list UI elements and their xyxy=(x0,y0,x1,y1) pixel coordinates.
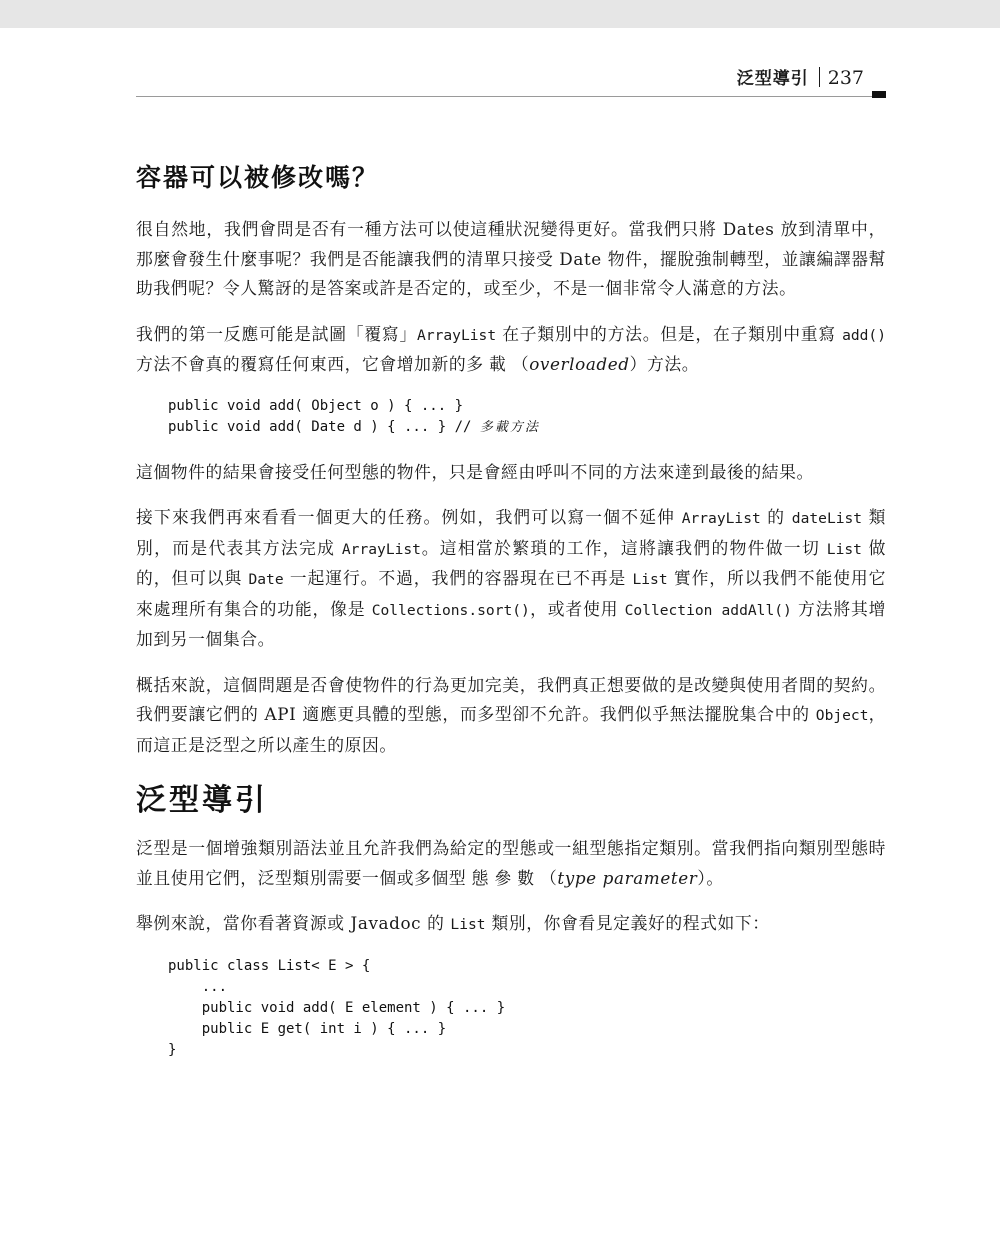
paragraph-text: 一起運行。不過，我們的容器現在已不再是 xyxy=(283,568,633,588)
paragraph-text: ，或者使用 xyxy=(529,598,625,619)
inline-code: ArrayList xyxy=(417,326,497,344)
paragraph-text: 在子類別中的方法。但是，在子類別中重寫 xyxy=(496,323,843,344)
inline-code: List xyxy=(632,571,668,588)
body-paragraph xyxy=(136,834,886,893)
code-line: ... xyxy=(168,978,228,995)
paragraph-text: （ xyxy=(511,354,530,374)
code-line: } xyxy=(168,1041,177,1058)
paragraph-text: 方法將其增加到另一個集合。 xyxy=(136,598,887,649)
paragraph-text: 概括來說，這個問題是否會使物件的行為更加完美，我們真正想要做的是改變與使用者間的契約。我們要讓它們的 API 適應更具體的型態，而多型卻不允許。我們似乎無法擺脫集合中的 xyxy=(136,674,886,724)
emphasized-term: 多載 xyxy=(466,354,512,374)
inline-code: List xyxy=(450,916,486,933)
body-paragraph xyxy=(136,909,886,940)
paragraph-text: ）方法。 xyxy=(629,354,700,374)
english-term: overloaded xyxy=(529,354,630,374)
running-header-text xyxy=(737,66,864,91)
inline-code: ArrayList xyxy=(341,540,421,558)
paragraph-text: 很自然地，我們會問是否有一種方法可以使這種狀況變得更好。當我們只將 Dates 放到清單中，那麼會發生什麼事呢？我們是否能讓我們的清單只接受 Date 物件，擺脫強制轉型，並讓編譯器幫助我們呢？令人驚訝的是答案或許是否定的，或至少，不是一個非常令人滿意的方法。 xyxy=(136,219,886,298)
code-comment: 多載方法 xyxy=(479,419,540,435)
code-line: public void add( E element ) { ... } xyxy=(168,999,506,1016)
body-paragraph xyxy=(136,320,886,380)
body-paragraph xyxy=(136,458,886,488)
paragraph-text: 的 xyxy=(760,507,792,527)
paragraph-text: ）。 xyxy=(697,867,724,888)
code-block xyxy=(168,956,886,1061)
body-paragraph xyxy=(136,215,886,304)
paragraph-text: ，而這正是泛型之所以產生的原因。 xyxy=(136,704,886,755)
paragraph-text: 這個物件的結果會接受任何型態的物件，只是會經由呼叫不同的方法來達到最後的結果。 xyxy=(136,461,814,482)
code-block xyxy=(168,396,886,438)
paragraph-text: （ xyxy=(540,867,558,888)
english-term: type parameter xyxy=(557,867,698,888)
inline-code: dateList xyxy=(791,510,863,527)
code-text: public void add( Date d ) { ... } // xyxy=(168,418,480,435)
paragraph-text: 實作，所以我們不能使用它來處理所有集合的功能，像是 xyxy=(136,568,886,619)
code-line: public class List< E > { xyxy=(168,957,371,974)
paragraph-text: 類別，而是代表其方法完成 xyxy=(136,507,887,558)
code-line: public void add( Object o ) { ... } xyxy=(168,397,464,414)
page-edge-marker xyxy=(872,91,886,98)
inline-code: add() xyxy=(842,326,886,344)
code-line: public E get( int i ) { ... } xyxy=(168,1020,447,1037)
section-heading: 泛型導引 xyxy=(136,783,268,818)
paragraph-text: 類別，你會看見定義好的程式如下： xyxy=(485,913,770,933)
paragraph-text: 泛型是一個增強類別語法並且允許我們為給定的型態或一組型態指定類別。當我們指向類別型態時並且使用它們，泛型類別需要一個或多個 xyxy=(136,838,886,888)
emphasized-term: 型態參數 xyxy=(448,867,541,888)
paragraph-text: 做的，但可以與 xyxy=(136,537,886,588)
inline-code: List xyxy=(826,540,862,558)
paragraph-text: 。這相當於繁瑣的工作，這將讓我們的物件做一切 xyxy=(420,537,827,558)
paragraph-text: 方法不會真的覆寫任何東西，它會增加新的 xyxy=(136,354,467,374)
header-separator xyxy=(819,67,820,87)
code-line xyxy=(168,417,886,438)
paragraph-text: 我們的第一反應可能是試圖「覆寫」 xyxy=(136,323,418,344)
chapter-title: 泛型導引 xyxy=(736,69,809,89)
body-paragraph xyxy=(136,671,886,761)
paragraph-text: 舉例來說，當你看著資源或 Javadoc 的 xyxy=(136,913,451,933)
paragraph-text: 接下來我們再來看看一個更大的任務。例如，我們可以寫一個不延伸 xyxy=(136,507,682,527)
inline-code: ArrayList xyxy=(681,510,761,527)
page-number: 237 xyxy=(827,67,864,89)
inline-code: Collection addAll() xyxy=(624,601,792,619)
inline-code: Date xyxy=(248,571,284,588)
inline-code: Collections.sort() xyxy=(371,601,530,619)
page-body xyxy=(136,150,886,1081)
section-heading: 容器可以被修改嗎？ xyxy=(136,163,380,192)
inline-code: Object xyxy=(815,707,869,724)
body-paragraph xyxy=(136,503,886,655)
top-scan-band xyxy=(0,0,1000,28)
running-header xyxy=(136,60,886,97)
